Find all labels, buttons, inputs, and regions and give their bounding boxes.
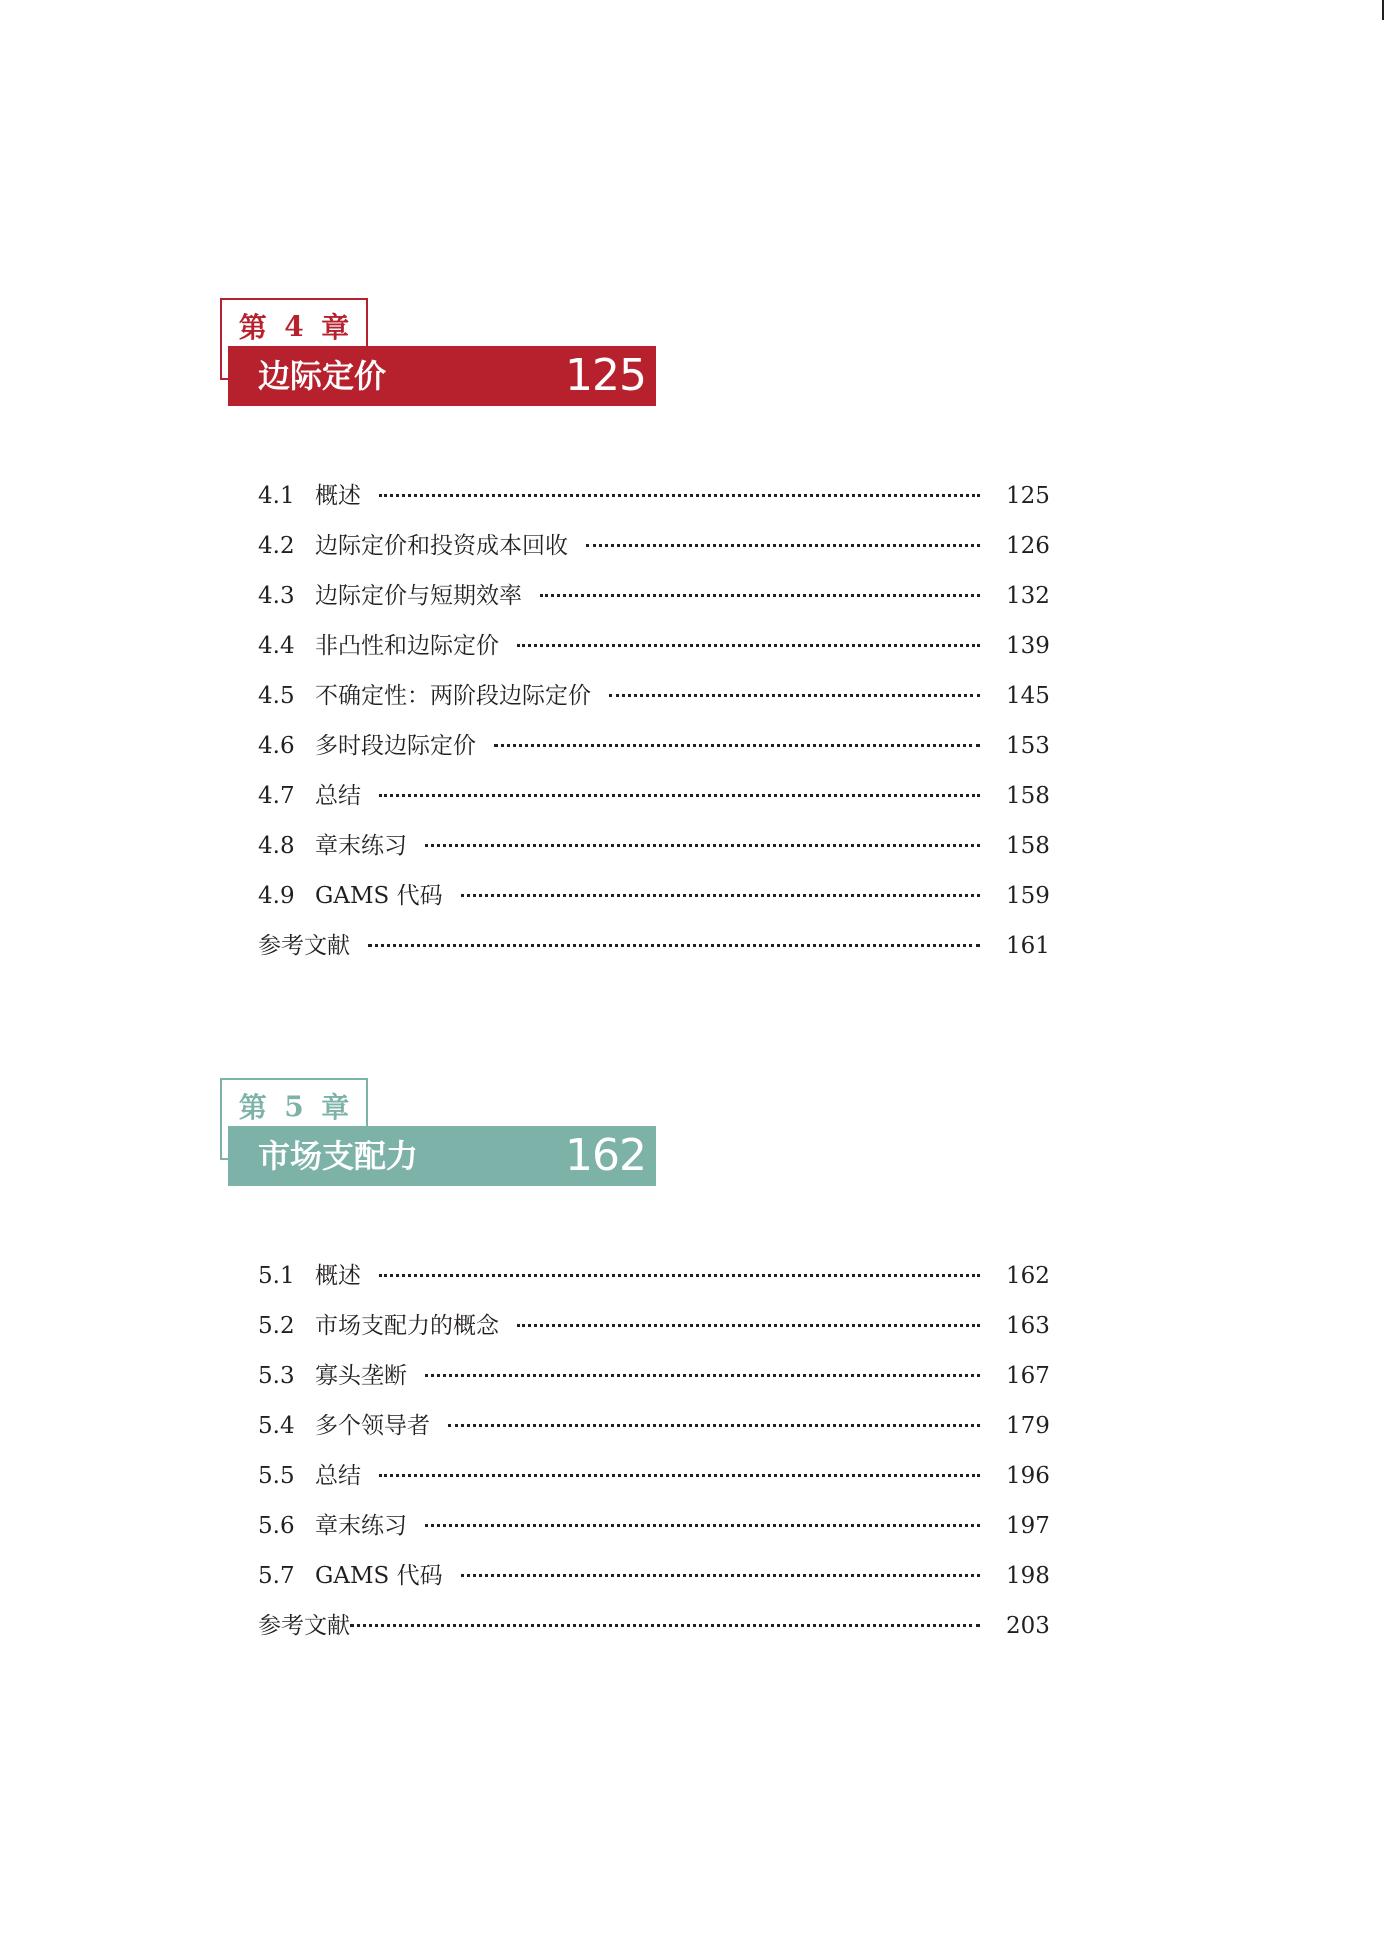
chapter-title: 市场支配力 bbox=[258, 1137, 419, 1175]
entry-page: 153 bbox=[1006, 733, 1050, 759]
toc-entry[interactable] bbox=[258, 727, 1050, 777]
entry-number: 4.6 bbox=[258, 733, 295, 759]
toc-entry[interactable] bbox=[258, 527, 1050, 577]
entry-page: 196 bbox=[1006, 1463, 1050, 1489]
toc-entry[interactable] bbox=[258, 1407, 1050, 1457]
entry-number: 5.4 bbox=[258, 1413, 295, 1439]
dot-leader bbox=[461, 894, 980, 897]
chapter-title: 边际定价 bbox=[258, 357, 387, 395]
dot-leader bbox=[350, 1624, 980, 1627]
entry-page: 126 bbox=[1006, 533, 1050, 559]
entry-title: 边际定价与短期效率 bbox=[315, 583, 522, 609]
dot-leader bbox=[379, 1274, 980, 1277]
dot-leader bbox=[540, 594, 980, 597]
dot-leader bbox=[379, 794, 980, 797]
toc-entry[interactable] bbox=[258, 1307, 1050, 1357]
toc-entry[interactable] bbox=[258, 1257, 1050, 1307]
entry-title: 概述 bbox=[315, 1263, 361, 1289]
toc-entry[interactable] bbox=[258, 1507, 1050, 1557]
dot-leader bbox=[461, 1574, 980, 1577]
entry-number: 4.4 bbox=[258, 633, 295, 659]
dot-leader bbox=[609, 694, 980, 697]
entry-page: 163 bbox=[1006, 1313, 1050, 1339]
dot-leader bbox=[368, 944, 980, 947]
entry-page: 197 bbox=[1006, 1513, 1050, 1539]
chapter-title-bar bbox=[228, 346, 656, 406]
dot-leader bbox=[448, 1424, 980, 1427]
entry-number: 4.3 bbox=[258, 583, 295, 609]
entry-number: 5.6 bbox=[258, 1513, 295, 1539]
entry-title: 章末练习 bbox=[315, 1513, 407, 1539]
entry-title: 总结 bbox=[315, 783, 361, 809]
entry-title: 市场支配力的概念 bbox=[315, 1313, 499, 1339]
entry-title: 参考文献 bbox=[258, 933, 350, 959]
entry-page: 179 bbox=[1006, 1413, 1050, 1439]
dot-leader bbox=[517, 644, 980, 647]
toc-entry-references[interactable] bbox=[258, 1607, 1050, 1657]
entry-page: 167 bbox=[1006, 1363, 1050, 1389]
dot-leader bbox=[494, 744, 980, 747]
entry-number: 5.3 bbox=[258, 1363, 295, 1389]
crop-mark bbox=[1382, 0, 1384, 20]
entry-page: 125 bbox=[1006, 483, 1050, 509]
entry-title: GAMS 代码 bbox=[315, 883, 443, 909]
toc-entry[interactable] bbox=[258, 877, 1050, 927]
toc-entry[interactable] bbox=[258, 477, 1050, 527]
chapter-start-page: 162 bbox=[565, 1130, 646, 1181]
entry-page: 198 bbox=[1006, 1563, 1050, 1589]
toc-entry[interactable] bbox=[258, 1457, 1050, 1507]
dot-leader bbox=[425, 1524, 980, 1527]
entry-page: 158 bbox=[1006, 783, 1050, 809]
chapter-label: 第 4 章 bbox=[238, 309, 350, 344]
chapter-label: 第 5 章 bbox=[238, 1089, 350, 1124]
entry-title: GAMS 代码 bbox=[315, 1563, 443, 1589]
entry-page: 145 bbox=[1006, 683, 1050, 709]
entry-number: 4.9 bbox=[258, 883, 295, 909]
entry-title: 寡头垄断 bbox=[315, 1363, 407, 1389]
entry-number: 4.5 bbox=[258, 683, 295, 709]
entry-title: 多时段边际定价 bbox=[315, 733, 476, 759]
entry-page: 139 bbox=[1006, 633, 1050, 659]
entry-title: 参考文献 bbox=[258, 1613, 350, 1639]
toc-entry[interactable] bbox=[258, 777, 1050, 827]
toc-chapter-4 bbox=[258, 477, 1050, 977]
dot-leader bbox=[425, 1374, 980, 1377]
entry-title: 边际定价和投资成本回收 bbox=[315, 533, 568, 559]
entry-page: 158 bbox=[1006, 833, 1050, 859]
entry-number: 5.2 bbox=[258, 1313, 295, 1339]
entry-number: 4.2 bbox=[258, 533, 295, 559]
entry-page: 159 bbox=[1006, 883, 1050, 909]
toc-entry[interactable] bbox=[258, 1357, 1050, 1407]
toc-entry-references[interactable] bbox=[258, 927, 1050, 977]
entry-number: 4.7 bbox=[258, 783, 295, 809]
chapter-title-bar bbox=[228, 1126, 656, 1186]
toc-entry[interactable] bbox=[258, 677, 1050, 727]
dot-leader bbox=[425, 844, 980, 847]
entry-page: 161 bbox=[1006, 933, 1050, 959]
entry-title: 多个领导者 bbox=[315, 1413, 430, 1439]
toc-chapter-5 bbox=[258, 1257, 1050, 1657]
dot-leader bbox=[379, 494, 980, 497]
chapter-start-page: 125 bbox=[565, 350, 646, 401]
entry-page: 203 bbox=[1006, 1613, 1050, 1639]
toc-entry[interactable] bbox=[258, 827, 1050, 877]
entry-title: 不确定性：两阶段边际定价 bbox=[315, 683, 591, 709]
dot-leader bbox=[379, 1474, 980, 1477]
entry-title: 总结 bbox=[315, 1463, 361, 1489]
entry-number: 4.1 bbox=[258, 483, 295, 509]
dot-leader bbox=[517, 1324, 980, 1327]
toc-entry[interactable] bbox=[258, 1557, 1050, 1607]
toc-entry[interactable] bbox=[258, 577, 1050, 627]
entry-title: 章末练习 bbox=[315, 833, 407, 859]
entry-title: 非凸性和边际定价 bbox=[315, 633, 499, 659]
dot-leader bbox=[586, 544, 980, 547]
entry-page: 132 bbox=[1006, 583, 1050, 609]
entry-number: 5.7 bbox=[258, 1563, 295, 1589]
entry-page: 162 bbox=[1006, 1263, 1050, 1289]
entry-title: 概述 bbox=[315, 483, 361, 509]
entry-number: 4.8 bbox=[258, 833, 295, 859]
entry-number: 5.1 bbox=[258, 1263, 295, 1289]
toc-entry[interactable] bbox=[258, 627, 1050, 677]
entry-number: 5.5 bbox=[258, 1463, 295, 1489]
